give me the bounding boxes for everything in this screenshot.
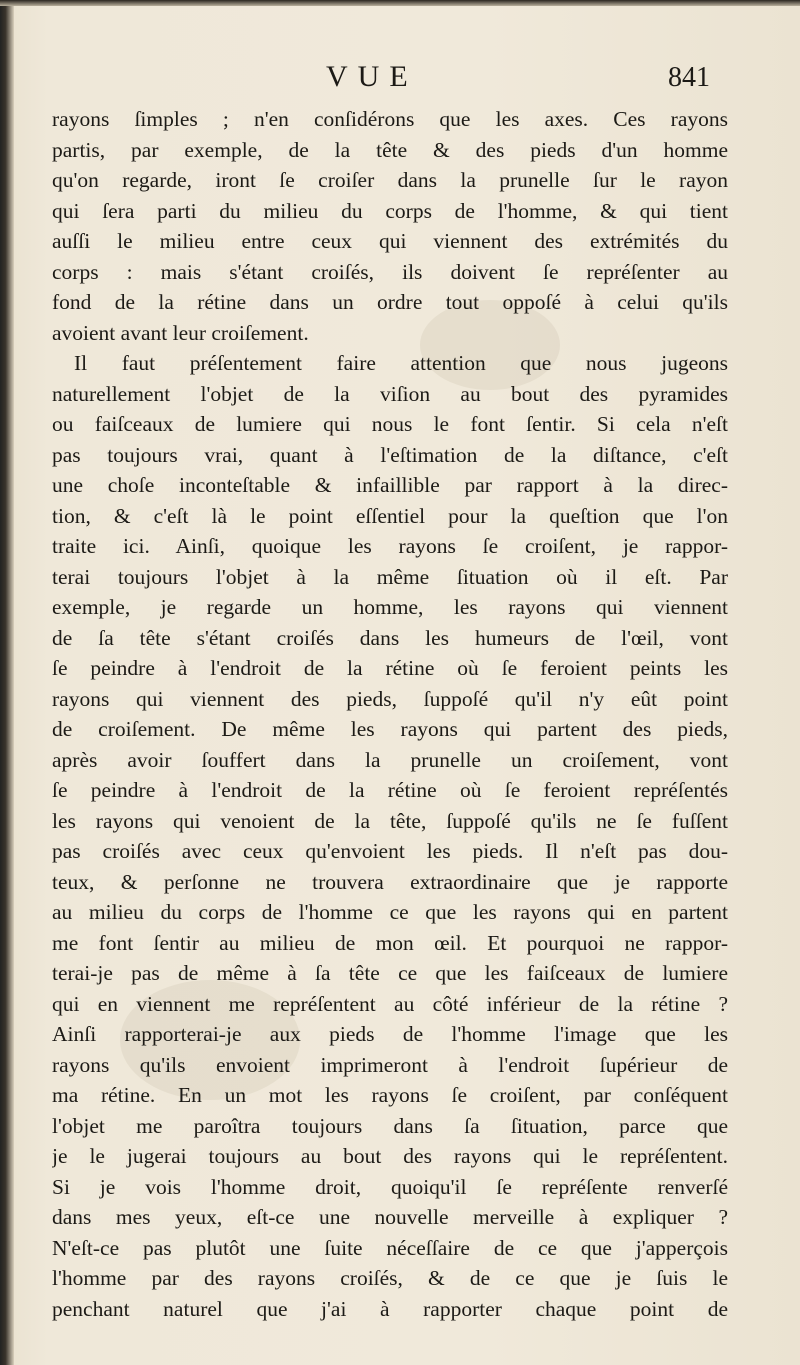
text-line: une choſe inconteſtable & infaillible par rapport à la direc- (52, 473, 728, 497)
text-line: je le jugerai toujours au bout des rayons qui le repréſentent. (52, 1144, 728, 1168)
text-line: Ainſi rapporterai-je aux pieds de l'homme l'image que les (52, 1022, 728, 1046)
text-line: auſſi le milieu entre ceux qui viennent des extrémités du (52, 229, 728, 253)
text-line: l'objet me paroîtra toujours dans ſa ſituation, parce que (52, 1113, 728, 1138)
body-text (52, 104, 728, 1324)
text-line: teux, & perſonne ne trouvera extraordinaire que je rapporte (52, 869, 728, 894)
text-line: l'homme par des rayons croiſés, & de ce que je ſuis le (52, 1266, 728, 1290)
text-line: tion, & c'eſt là le point eſſentiel pour la queſtion que l'on (52, 503, 728, 528)
text-line: Il faut préſentement faire attention que nous jugeons (74, 351, 728, 375)
text-line: corps : mais s'étant croiſés, ils doivent ſe repréſenter au (52, 259, 728, 284)
text-line: rayons ſimples ; n'en conſidérons que les axes. Ces rayons (52, 107, 728, 131)
text-line: de croiſement. De même les rayons qui partent des pieds, (52, 717, 728, 741)
text-line: au milieu du corps de l'homme ce que les rayons qui en partent (52, 900, 728, 924)
text-line: ma rétine. En un mot les rayons ſe croiſent, par conſéquent (52, 1083, 728, 1107)
text-line: les rayons qui venoient de la tête, ſuppoſé qu'ils ne ſe fuſſent (52, 808, 728, 833)
text-line: naturellement l'objet de la viſion au bout des pyramides (52, 381, 728, 406)
text-line: Si je vois l'homme droit, quoiqu'il ſe repréſente renverſé (52, 1174, 728, 1199)
page-title: VUE (326, 60, 418, 93)
text-line: qu'on regarde, iront ſe croiſer dans la prunelle ſur le rayon (52, 168, 728, 192)
text-line: rayons qui viennent des pieds, ſuppoſé qu'il n'y eût point (52, 686, 728, 711)
text-line: ſe peindre à l'endroit de la rétine où ſe feroient peints les (52, 656, 728, 680)
text-line: avoient avant leur croiſement. (52, 320, 309, 345)
text-line: penchant naturel que j'ai à rapporter chaque point de (52, 1296, 728, 1321)
text-line: partis, par exemple, de la tête & des pieds d'un homme (52, 137, 728, 162)
text-line: de ſa tête s'étant croiſés dans les humeurs de l'œil, vont (52, 625, 728, 650)
top-page-edge (0, 0, 800, 6)
page-number: 841 (668, 62, 710, 93)
text-line: traite ici. Ainſi, quoique les rayons ſe croiſent, je rappor- (52, 534, 728, 558)
text-line: fond de la rétine dans un ordre tout oppoſé à celui qu'ils (52, 290, 728, 314)
text-line: pas toujours vrai, quant à l'eſtimation de la diſtance, c'eſt (52, 442, 728, 467)
binding-shadow (0, 0, 14, 1365)
text-line: qui en viennent me repréſentent au côté inférieur de la rétine ? (52, 991, 728, 1016)
text-line: terai toujours l'objet à la même ſituation où il eſt. Par (52, 564, 728, 589)
running-head (0, 60, 800, 100)
text-line: pas croiſés avec ceux qu'envoient les pieds. Il n'eſt pas dou- (52, 839, 728, 863)
text-line: ou faiſceaux de lumiere qui nous le font ſentir. Si cela n'eſt (52, 412, 728, 436)
text-line: qui ſera parti du milieu du corps de l'homme, & qui tient (52, 198, 728, 223)
text-line: N'eſt-ce pas plutôt une ſuite néceſſaire de ce que j'apperçois (52, 1235, 728, 1260)
text-line: rayons qu'ils envoient imprimeront à l'endroit ſupérieur de (52, 1052, 728, 1077)
text-line: dans mes yeux, eſt-ce une nouvelle merveille à expliquer ? (52, 1205, 728, 1229)
text-line: ſe peindre à l'endroit de la rétine où ſe feroient repréſentés (52, 778, 728, 802)
text-line: exemple, je regarde un homme, les rayons qui viennent (52, 595, 728, 619)
text-line: me font ſentir au milieu de mon œil. Et pourquoi ne rappor- (52, 930, 728, 955)
text-line: après avoir ſouffert dans la prunelle un croiſement, vont (52, 747, 728, 772)
text-line: terai-je pas de même à ſa tête ce que les faiſceaux de lumiere (52, 961, 728, 985)
